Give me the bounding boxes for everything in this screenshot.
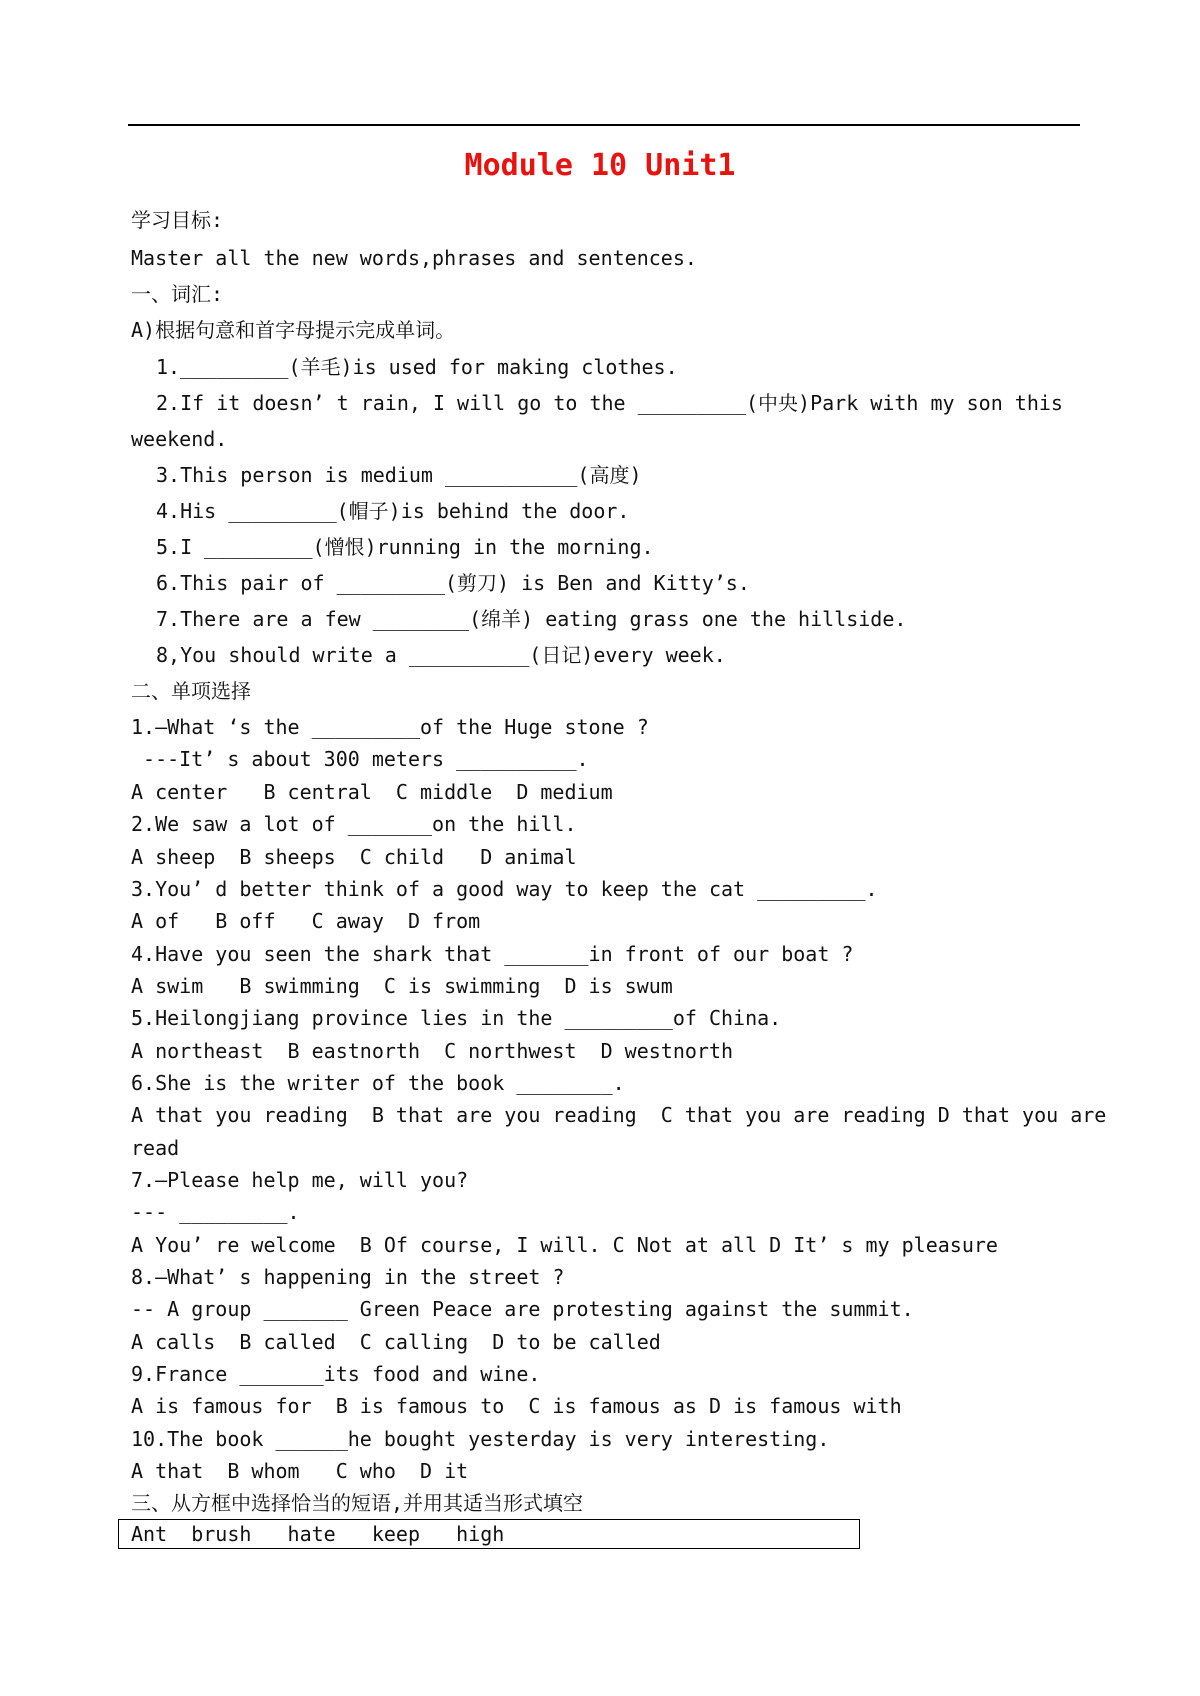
choice-line: A northeast B eastnorth C northwest D westnorth [131, 1039, 734, 1063]
choice-line: A is famous for B is famous to C is famous as D is famous with [131, 1394, 902, 1418]
vocab-item: 8,You should write a __________(日记)every week. [156, 643, 726, 667]
choice-line: A of B off C away D from [131, 909, 481, 933]
choice-line: read [131, 1136, 180, 1160]
vocab-heading: 一、词汇: [131, 282, 224, 306]
phrases-heading: 三、从方框中选择恰当的短语,并用其适当形式填空 [131, 1491, 584, 1515]
choice-line: 6.She is the writer of the book ________. [131, 1071, 625, 1095]
objective-text: Master all the new words,phrases and sentences. [131, 246, 697, 270]
vocab-item: 1._________(羊毛)is used for making clothes. [156, 355, 678, 379]
objective-heading: 学习目标: [131, 208, 224, 232]
choice-line: ---It’ s about 300 meters __________. [131, 747, 589, 771]
choice-line: -- A group _______ Green Peace are protesting against the summit. [131, 1297, 914, 1321]
choice-line: 9.France _______its food and wine. [131, 1362, 541, 1386]
page-title: Module 10 Unit1 [464, 148, 736, 183]
choice-line: A swim B swimming C is swimming D is swum [131, 974, 673, 998]
vocab-item: 4.His _________(帽子)is behind the door. [156, 499, 630, 523]
choice-line: A You’ re welcome B Of course, I will. C Not at all D It’ s my pleasure [131, 1233, 998, 1257]
choice-line: 1.—What ‘s the _________of the Huge stone ? [131, 715, 649, 739]
vocab-item: 5.I _________(憎恨)running in the morning. [156, 535, 654, 559]
choice-line: A that you reading B that are you reading C that you are reading D that you are [131, 1103, 1107, 1127]
choice-line: 8.—What’ s happening in the street ? [131, 1265, 565, 1289]
vocab-item: 3.This person is medium ___________(高度) [156, 463, 642, 487]
choice-line: --- _________. [131, 1200, 300, 1224]
choice-line: A that B whom C who D it [131, 1459, 469, 1483]
choice-line: 5.Heilongjiang province lies in the _________of China. [131, 1006, 782, 1030]
header-rule [128, 124, 1080, 126]
choice-line: A sheep B sheeps C child D animal [131, 845, 577, 869]
choice-line: 10.The book ______he bought yesterday is very interesting. [131, 1427, 830, 1451]
choice-line: A calls B called C calling D to be called [131, 1330, 661, 1354]
vocab-item-cont: weekend. [131, 427, 228, 451]
choice-line: 3.You’ d better think of a good way to keep the cat _________. [131, 877, 878, 901]
choice-line: 4.Have you seen the shark that _______in front of our boat ? [131, 942, 854, 966]
word-box [118, 1519, 860, 1549]
choice-heading: 二、单项选择 [131, 679, 251, 703]
vocab-item: 6.This pair of _________(剪刀) is Ben and Kitty’s. [156, 571, 750, 595]
vocab-item: 2.If it doesn’ t rain, I will go to the _________(中央)Park with my son this [156, 391, 1063, 415]
vocab-instruction: A)根据句意和首字母提示完成单词。 [131, 318, 456, 342]
choice-line: 7.—Please help me, will you? [131, 1168, 469, 1192]
choice-line: 2.We saw a lot of _______on the hill. [131, 812, 577, 836]
choice-line: A center B central C middle D medium [131, 780, 613, 804]
word-box-text: Ant brush hate keep high [131, 1522, 505, 1546]
vocab-item: 7.There are a few ________(绵羊) eating grass one the hillside. [156, 607, 907, 631]
